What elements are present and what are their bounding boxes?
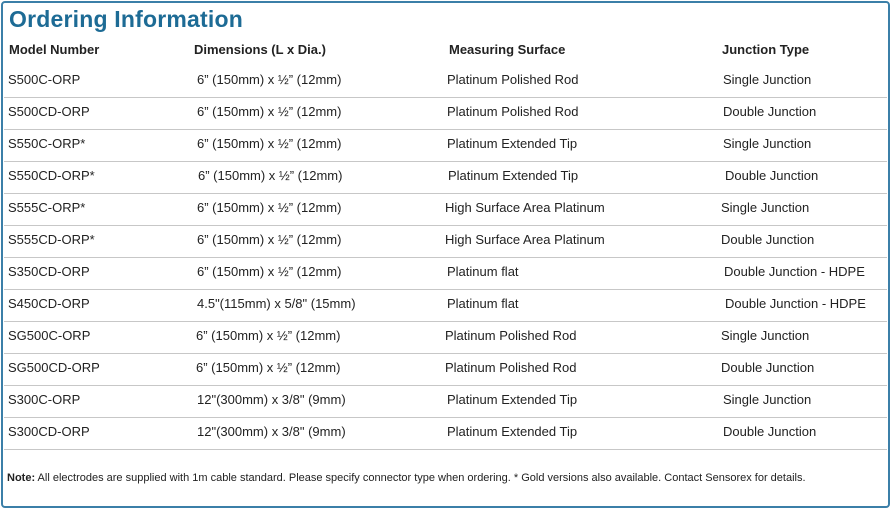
dimensions-cell: 12"(300mm) x 3/8" (9mm): [197, 424, 346, 439]
dimensions-cell: 4.5"(115mm) x 5/8" (15mm): [197, 296, 356, 311]
measuring-surface-cell: Platinum Polished Rod: [445, 360, 577, 375]
model-number-cell: S500CD-ORP: [8, 104, 90, 119]
model-number-cell: S450CD-ORP: [8, 296, 90, 311]
table-row: [4, 225, 887, 258]
measuring-surface-cell: Platinum Polished Rod: [447, 72, 579, 87]
header-junction-type: Junction Type: [722, 42, 810, 57]
junction-type-cell: Double Junction: [725, 168, 819, 183]
dimensions-cell: 6” (150mm) x ½” (12mm): [197, 72, 342, 87]
table-row: [4, 385, 887, 418]
dimensions-cell: 6” (150mm) x ½” (12mm): [197, 136, 342, 151]
dimensions-cell: 12"(300mm) x 3/8" (9mm): [197, 392, 346, 407]
table-row: [4, 161, 887, 194]
measuring-surface-cell: Platinum Extended Tip: [447, 392, 578, 407]
junction-type-cell: Single Junction: [723, 392, 812, 407]
dimensions-cell: 6” (150mm) x ½” (12mm): [197, 104, 342, 119]
dimensions-cell: 6” (150mm) x ½” (12mm): [196, 328, 341, 343]
model-number-cell: S300CD-ORP: [8, 424, 90, 439]
junction-type-cell: Double Junction: [721, 232, 815, 247]
junction-type-cell: Double Junction: [721, 360, 815, 375]
measuring-surface-cell: Platinum Extended Tip: [447, 136, 578, 151]
dimensions-cell: 6” (150mm) x ½” (12mm): [197, 232, 342, 247]
junction-type-cell: Single Junction: [723, 136, 812, 151]
model-number-cell: S550C-ORP*: [8, 136, 86, 151]
header-dimensions: Dimensions (L x Dia.): [194, 42, 326, 57]
model-number-cell: S550CD-ORP*: [8, 168, 95, 183]
model-number-cell: SG500CD-ORP: [8, 360, 100, 375]
header-measuring-surface: Measuring Surface: [449, 42, 566, 57]
table-row: [4, 193, 887, 226]
measuring-surface-cell: High Surface Area Platinum: [445, 232, 605, 247]
table-row: [4, 65, 887, 98]
dimensions-cell: 6” (150mm) x ½” (12mm): [196, 360, 341, 375]
model-number-cell: S555CD-ORP*: [8, 232, 95, 247]
table-row: [4, 321, 887, 354]
junction-type-cell: Double Junction: [723, 424, 817, 439]
junction-type-cell: Double Junction: [723, 104, 817, 119]
table-row: [4, 129, 887, 162]
table-row: [4, 289, 887, 322]
measuring-surface-cell: Platinum flat: [447, 296, 519, 311]
table-row: [4, 417, 887, 450]
header-model-number: Model Number: [9, 42, 100, 57]
measuring-surface-cell: Platinum flat: [447, 264, 519, 279]
dimensions-cell: 6” (150mm) x ½” (12mm): [198, 168, 343, 183]
junction-type-cell: Single Junction: [723, 72, 812, 87]
model-number-cell: S500C-ORP: [8, 72, 81, 87]
table-row: [4, 257, 887, 290]
model-number-cell: S350CD-ORP: [8, 264, 90, 279]
table-row: [4, 353, 887, 386]
junction-type-cell: Double Junction - HDPE: [724, 264, 865, 279]
model-number-cell: SG500C-ORP: [8, 328, 91, 343]
dimensions-cell: 6” (150mm) x ½” (12mm): [197, 200, 342, 215]
measuring-surface-cell: High Surface Area Platinum: [445, 200, 605, 215]
measuring-surface-cell: Platinum Extended Tip: [448, 168, 579, 183]
footnote: [7, 472, 806, 484]
dimensions-cell: 6” (150mm) x ½” (12mm): [197, 264, 342, 279]
measuring-surface-cell: Platinum Polished Rod: [447, 104, 579, 119]
measuring-surface-cell: Platinum Extended Tip: [447, 424, 578, 439]
footnote-label: Note:: [7, 472, 36, 484]
page-title: Ordering Information: [9, 6, 243, 32]
junction-type-cell: Single Junction: [721, 200, 810, 215]
model-number-cell: S300C-ORP: [8, 392, 81, 407]
table-row: [4, 97, 887, 130]
junction-type-cell: Single Junction: [721, 328, 810, 343]
measuring-surface-cell: Platinum Polished Rod: [445, 328, 577, 343]
model-number-cell: S555C-ORP*: [8, 200, 86, 215]
junction-type-cell: Double Junction - HDPE: [725, 296, 866, 311]
footnote-text: All electrodes are supplied with 1m cable standard. Please specify connector type when ordering. * Gold versions also available. Contact Sensorex for details.: [35, 472, 806, 484]
